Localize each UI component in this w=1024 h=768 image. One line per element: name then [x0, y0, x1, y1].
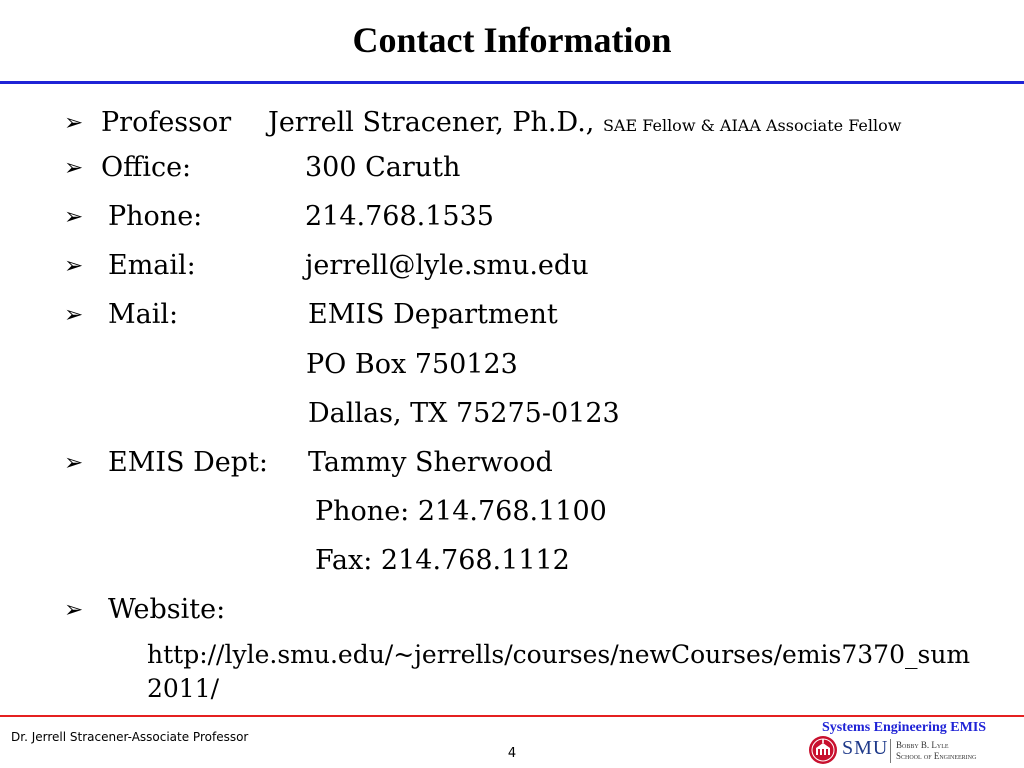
page-number: 4 — [507, 746, 517, 761]
contact-value-phone: 214.768.1535 — [305, 201, 494, 232]
contact-label-phone: Phone: — [108, 201, 203, 232]
footer-divider — [0, 715, 1024, 717]
bullet-arrow-icon: ➢ — [64, 597, 84, 623]
logo-divider — [890, 739, 891, 763]
dept-contact-phone: Phone: 214.768.1100 — [315, 496, 607, 527]
contact-value-email[interactable]: jerrell@lyle.smu.edu — [305, 250, 589, 281]
contact-value-office: 300 Caruth — [305, 152, 461, 183]
website-link[interactable]: http://lyle.smu.edu/~jerrells/courses/newCourses/emis7370_sum2011/ — [147, 640, 971, 703]
school-name-line: School of Engineering — [896, 751, 977, 761]
contact-label-website: Website: — [108, 594, 226, 625]
school-name-line: Bobby B. Lyle — [896, 740, 949, 750]
contact-label-professor: Professor — [101, 107, 232, 138]
brand-text: Systems Engineering EMIS — [821, 720, 987, 735]
title-divider — [0, 81, 1024, 84]
dept-contact-fax: Fax: 214.768.1112 — [315, 545, 570, 576]
bullet-arrow-icon: ➢ — [64, 110, 84, 136]
school-name — [896, 740, 976, 762]
footer-branding — [806, 720, 1002, 766]
contact-value-professor — [268, 103, 901, 146]
bullet-arrow-icon: ➢ — [64, 204, 84, 230]
mail-address-line: EMIS Department — [308, 299, 558, 330]
contact-label-email: Email: — [108, 250, 196, 281]
smu-seal-icon — [808, 735, 838, 765]
contact-label-office: Office: — [101, 152, 192, 183]
bullet-arrow-icon: ➢ — [64, 302, 84, 328]
footer-author: Dr. Jerrell Stracener-Associate Professor — [11, 730, 249, 744]
contact-label-mail: Mail: — [108, 299, 179, 330]
professor-credentials: SAE Fellow & AIAA Associate Fellow — [602, 116, 902, 135]
smu-logo-text: SMU — [842, 737, 889, 759]
slide-title: Contact Information — [352, 20, 672, 60]
mail-address-line: PO Box 750123 — [306, 349, 518, 380]
bullet-arrow-icon: ➢ — [64, 450, 84, 476]
mail-address-line: Dallas, TX 75275-0123 — [308, 398, 620, 429]
contact-label-emis-dept: EMIS Dept: — [108, 447, 268, 478]
dept-contact-name: Tammy Sherwood — [308, 447, 553, 478]
bullet-arrow-icon: ➢ — [64, 253, 84, 279]
bullet-arrow-icon: ➢ — [64, 155, 84, 181]
professor-name: Jerrell Stracener, Ph.D., — [268, 107, 595, 138]
